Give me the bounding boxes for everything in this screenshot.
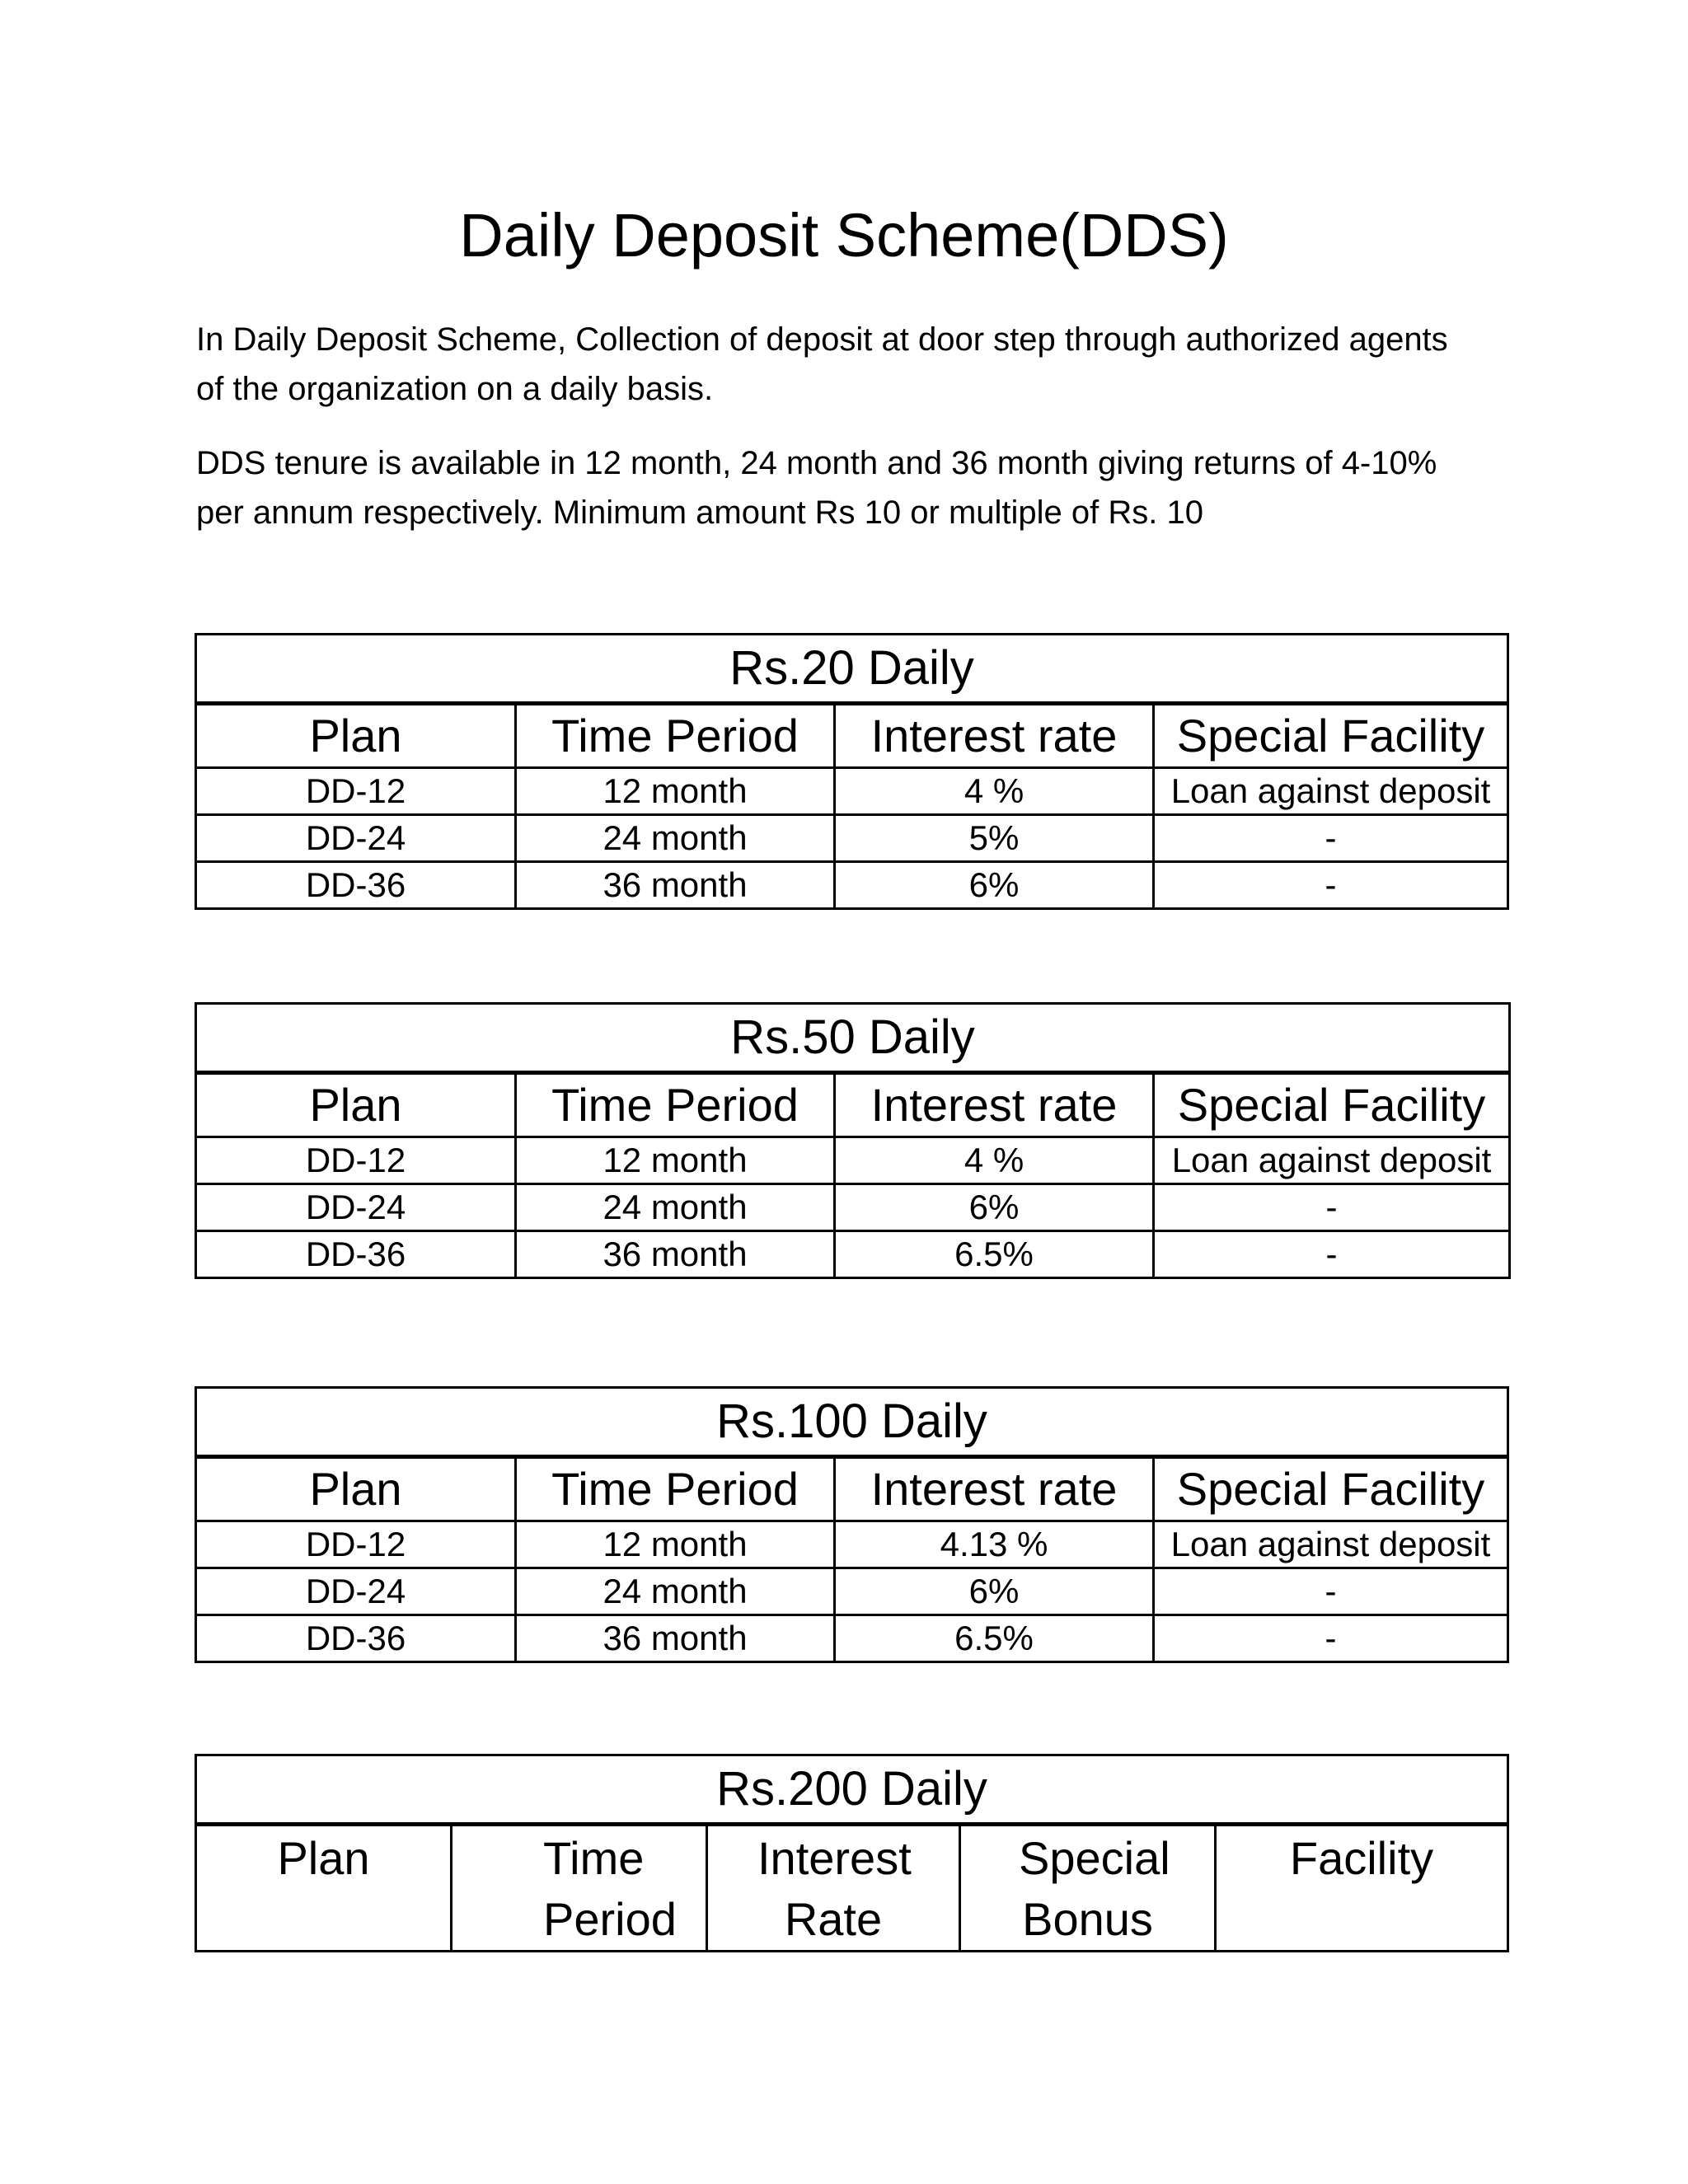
cell-interest-rate: 6.5% bbox=[835, 1231, 1154, 1278]
cell-time-period: 36 month bbox=[516, 1231, 835, 1278]
cell-time-period: 12 month bbox=[516, 768, 835, 815]
header-time-period: Time Period bbox=[516, 1073, 835, 1137]
cell-interest-rate: 6% bbox=[835, 1184, 1154, 1231]
table-row bbox=[196, 1184, 1510, 1231]
table-row bbox=[196, 1615, 1508, 1662]
table-row bbox=[196, 815, 1508, 862]
header-interest-rate: Interest Rate bbox=[707, 1825, 960, 1952]
cell-plan: DD-12 bbox=[196, 1521, 516, 1568]
table-row bbox=[196, 1231, 1510, 1278]
table-row bbox=[196, 862, 1508, 909]
header-special-facility: Special Facility bbox=[1154, 704, 1508, 768]
cell-plan: DD-36 bbox=[196, 1231, 516, 1278]
table-rs50-daily bbox=[195, 1002, 1511, 1279]
intro-paragraph: In Daily Deposit Scheme, Collection of deposit at door step through authorized agents of the organization on a daily basis. bbox=[196, 321, 1448, 407]
table-rs100-daily bbox=[195, 1386, 1509, 1663]
cell-special-facility: - bbox=[1154, 1568, 1508, 1615]
cell-special-facility: - bbox=[1154, 862, 1508, 909]
header-facility: Facility bbox=[1216, 1825, 1508, 1952]
header-plan: Plan bbox=[196, 704, 516, 768]
cell-special-facility: - bbox=[1154, 815, 1508, 862]
header-special-facility: Special Facility bbox=[1154, 1073, 1510, 1137]
cell-interest-rate: 6% bbox=[835, 1568, 1154, 1615]
header-interest-rate: Interest rate bbox=[835, 704, 1154, 768]
header-time-period: Time Period bbox=[452, 1825, 707, 1952]
table-row bbox=[196, 1521, 1508, 1568]
header-plan: Plan bbox=[196, 1073, 516, 1137]
cell-interest-rate: 6% bbox=[835, 862, 1154, 909]
cell-plan: DD-24 bbox=[196, 815, 516, 862]
cell-plan: DD-12 bbox=[196, 1137, 516, 1184]
table-caption: Rs.100 Daily bbox=[196, 1388, 1508, 1457]
table-row bbox=[196, 768, 1508, 815]
cell-time-period: 12 month bbox=[516, 1521, 835, 1568]
page-title: Daily Deposit Scheme(DDS) bbox=[459, 201, 1229, 269]
cell-time-period: 36 month bbox=[516, 1615, 835, 1662]
cell-plan: DD-12 bbox=[196, 768, 516, 815]
table-row bbox=[196, 1568, 1508, 1615]
table-header-row bbox=[196, 1073, 1510, 1137]
cell-special-facility: - bbox=[1154, 1184, 1510, 1231]
header-interest-rate: Interest rate bbox=[835, 1073, 1154, 1137]
cell-time-period: 12 month bbox=[516, 1137, 835, 1184]
cell-interest-rate: 4.13 % bbox=[835, 1521, 1154, 1568]
table-rs20-daily bbox=[195, 633, 1509, 910]
table-header-row bbox=[196, 1457, 1508, 1521]
cell-plan: DD-36 bbox=[196, 1615, 516, 1662]
cell-special-facility: Loan against deposit bbox=[1154, 1521, 1508, 1568]
cell-special-facility: Loan against deposit bbox=[1154, 1137, 1510, 1184]
cell-plan: DD-24 bbox=[196, 1568, 516, 1615]
cell-interest-rate: 5% bbox=[835, 815, 1154, 862]
table-header-row bbox=[196, 704, 1508, 768]
cell-time-period: 24 month bbox=[516, 815, 835, 862]
cell-interest-rate: 6.5% bbox=[835, 1615, 1154, 1662]
cell-time-period: 24 month bbox=[516, 1568, 835, 1615]
cell-plan: DD-36 bbox=[196, 862, 516, 909]
cell-interest-rate: 4 % bbox=[835, 1137, 1154, 1184]
table-caption: Rs.50 Daily bbox=[196, 1004, 1510, 1073]
table-rs200-daily bbox=[195, 1754, 1509, 1952]
header-time-period: Time Period bbox=[516, 704, 835, 768]
header-special-facility: Special Facility bbox=[1154, 1457, 1508, 1521]
header-plan: Plan bbox=[196, 1457, 516, 1521]
cell-special-facility: - bbox=[1154, 1615, 1508, 1662]
table-header-row bbox=[196, 1825, 1508, 1952]
header-plan: Plan bbox=[196, 1825, 452, 1952]
table-row bbox=[196, 1137, 1510, 1184]
cell-time-period: 36 month bbox=[516, 862, 835, 909]
cell-special-facility: - bbox=[1154, 1231, 1510, 1278]
cell-interest-rate: 4 % bbox=[835, 768, 1154, 815]
cell-special-facility: Loan against deposit bbox=[1154, 768, 1508, 815]
table-caption: Rs.20 Daily bbox=[196, 635, 1508, 704]
table-caption: Rs.200 Daily bbox=[196, 1755, 1508, 1825]
header-time-period: Time Period bbox=[516, 1457, 835, 1521]
cell-time-period: 24 month bbox=[516, 1184, 835, 1231]
tenure-paragraph: DDS tenure is available in 12 month, 24 month and 36 month giving returns of 4-10% per annum respectively. Minimum amount Rs 10 or multiple of Rs. 10 bbox=[196, 445, 1437, 531]
cell-plan: DD-24 bbox=[196, 1184, 516, 1231]
header-interest-rate: Interest rate bbox=[835, 1457, 1154, 1521]
header-special-bonus: Special Bonus bbox=[960, 1825, 1216, 1952]
